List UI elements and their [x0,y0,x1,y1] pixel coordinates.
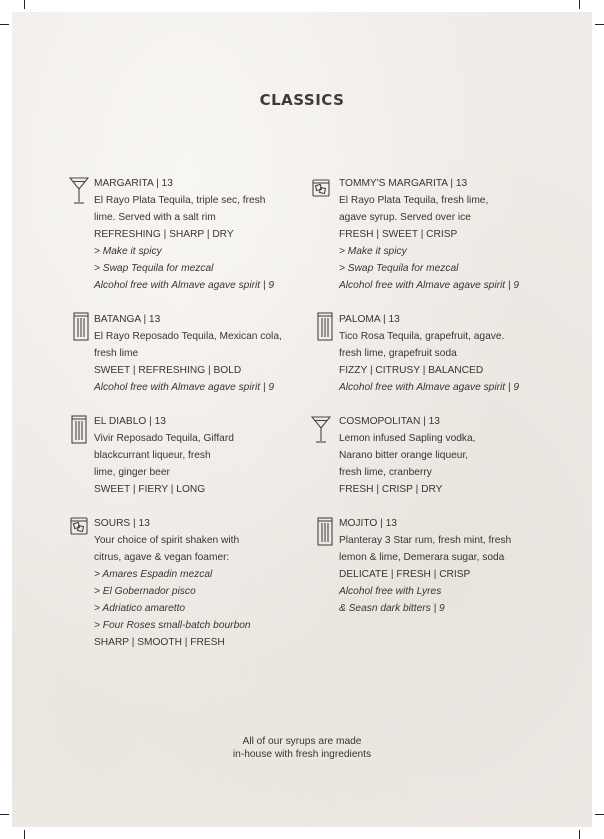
item-alcohol-free: Alcohol free with Almave agave spirit | 9 [339,382,520,393]
crop-mark [595,24,604,25]
item-description: fresh lime, grapefruit soda [339,348,457,359]
item-heading: EL DIABLO | 13 [94,416,166,427]
item-option: > Amares Espadin mezcal [94,569,213,580]
martini-glass-icon [69,176,89,206]
item-alcohol-free: Alcohol free with Almave agave spirit | 9 [94,280,275,291]
menu-item-mojito [339,515,511,617]
footer-note [0,735,604,761]
highball-glass-icon [315,312,335,342]
item-description: lemon & lime, Demerara sugar, soda [339,552,505,563]
item-heading: MARGARITA | 13 [94,178,173,189]
item-description: Your choice of spirit shaken with [94,535,240,546]
item-description: El Rayo Plata Tequila, triple sec, fresh [94,195,266,206]
highball-glass-icon [69,415,89,445]
item-alcohol-free: Alcohol free with Lyres [339,586,442,597]
menu-item-margarita [94,175,274,294]
item-alcohol-free: Alcohol free with Almave agave spirit | 9 [94,382,275,393]
item-description: Narano bitter orange liqueur, [339,450,469,461]
footer-line: in-house with fresh ingredients [232,749,372,760]
menu-item-paloma [339,311,519,396]
item-heading: PALOMA | 13 [339,314,400,325]
menu-item-cosmopolitan [339,413,476,498]
menu-item-el-diablo [94,413,234,498]
item-option: > El Gobernador pisco [94,586,196,597]
crop-mark [24,830,25,839]
item-tags: SHARP | SMOOTH | FRESH [94,637,225,648]
item-description: El Rayo Plata Tequila, fresh lime, [339,195,489,206]
item-heading: MOJITO | 13 [339,518,397,529]
item-heading: BATANGA | 13 [94,314,161,325]
item-option: > Adriatico amaretto [94,603,186,614]
item-option: > Swap Tequila for mezcal [339,263,459,274]
footer-line: All of our syrups are made [242,736,362,747]
item-option: > Make it spicy [339,246,407,257]
highball-glass-icon [315,517,335,547]
item-tags: FIZZY | CITRUSY | BALANCED [339,365,484,376]
crop-mark [595,814,604,815]
item-description: fresh lime [94,348,139,359]
menu-item-tommys-margarita [339,175,519,294]
page-title: CLASSICS [259,91,345,109]
item-description: citrus, agave & vegan foamer: [94,552,230,563]
rocks-glass-icon [311,176,331,206]
rocks-glass-icon [69,514,89,544]
crop-mark [579,0,580,9]
menu-item-sours [94,515,251,651]
item-tags: SWEET | REFRESHING | BOLD [94,365,242,376]
item-description: Tico Rosa Tequila, grapefruit, agave. [339,331,505,342]
item-heading: TOMMY'S MARGARITA | 13 [339,178,468,189]
item-description: Vivir Reposado Tequila, Giffard [94,433,234,444]
item-description: agave syrup. Served over ice [339,212,471,223]
martini-glass-icon [311,415,331,445]
item-description: blackcurrant liqueur, fresh [94,450,211,461]
item-tags: SWEET | FIERY | LONG [94,484,206,495]
crop-mark [0,814,9,815]
crop-mark [579,830,580,839]
item-alcohol-free: & Seasn dark bitters | 9 [339,603,445,614]
item-tags: REFRESHING | SHARP | DRY [94,229,234,240]
item-description: Planteray 3 Star rum, fresh mint, fresh [339,535,512,546]
item-option: > Swap Tequila for mezcal [94,263,214,274]
item-tags: DELICATE | FRESH | CRISP [339,569,471,580]
crop-mark [24,0,25,9]
item-description: lime, ginger beer [94,467,170,478]
item-description: fresh lime, cranberry [339,467,432,478]
item-option: > Four Roses small-batch bourbon [94,620,251,631]
item-description: El Rayo Reposado Tequila, Mexican cola, [94,331,282,342]
crop-mark [0,24,9,25]
item-option: > Make it spicy [94,246,162,257]
item-alcohol-free: Alcohol free with Almave agave spirit | 9 [339,280,520,291]
menu-item-batanga [94,311,282,396]
item-heading: COSMOPOLITAN | 13 [339,416,440,427]
item-description: lime. Served with a salt rim [94,212,216,223]
item-tags: FRESH | CRISP | DRY [339,484,443,495]
item-heading: SOURS | 13 [94,518,150,529]
item-tags: FRESH | SWEET | CRISP [339,229,458,240]
highball-glass-icon [71,312,91,342]
item-description: Lemon infused Sapling vodka, [339,433,476,444]
